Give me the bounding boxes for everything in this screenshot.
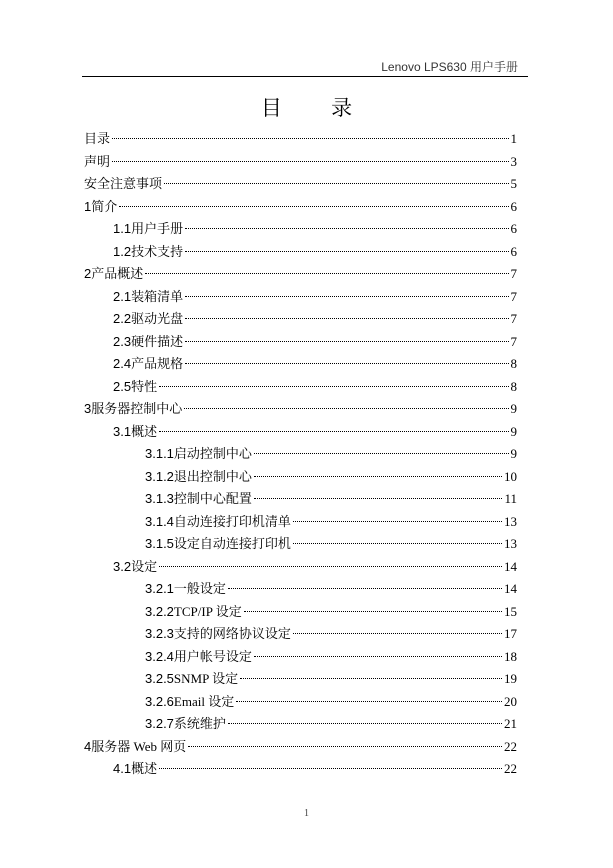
toc-entry-number: 1.2 — [113, 243, 132, 259]
toc-entry-title: 产品概述 — [91, 266, 144, 281]
toc-entry-page: 14 — [504, 581, 517, 596]
toc-entry-page: 17 — [504, 626, 517, 641]
toc-entry-page: 5 — [510, 176, 517, 191]
toc-entry-title: 控制中心配置 — [173, 491, 252, 506]
toc-entry-number: 4 — [84, 738, 92, 754]
toc-dot-leader — [244, 611, 502, 612]
toc-entry-page: 7 — [510, 311, 517, 326]
toc-entry-number: 3.2.2 — [145, 603, 174, 619]
toc-entry-number: 2.4 — [113, 356, 132, 371]
toc-dot-leader — [254, 453, 509, 454]
toc-entry[interactable] — [84, 331, 517, 354]
toc-entry-number: 1.1 — [113, 221, 132, 236]
toc-entry-title: 服务器 Web 网页 — [91, 738, 187, 754]
toc-entry-page: 8 — [510, 378, 517, 394]
toc-entry[interactable] — [84, 466, 517, 489]
table-of-contents — [84, 128, 517, 781]
toc-entry[interactable] — [84, 691, 517, 714]
toc-entry-number: 2.1 — [113, 288, 132, 304]
toc-entry-title: 用户手册 — [131, 221, 184, 236]
toc-dot-leader — [159, 431, 508, 432]
toc-dot-leader — [159, 768, 502, 769]
toc-dot-leader — [254, 498, 503, 499]
header-title: Lenovo LPS630 用户手册 — [381, 60, 518, 74]
toc-dot-leader — [185, 251, 508, 252]
toc-entry-number: 2 — [84, 266, 92, 281]
toc-entry[interactable] — [84, 241, 517, 264]
header-divider — [82, 76, 528, 77]
toc-dot-leader — [185, 341, 508, 342]
toc-entry-page: 11 — [504, 491, 517, 506]
toc-dot-leader — [185, 228, 508, 229]
toc-entry-page: 6 — [510, 221, 517, 236]
toc-entry-title: 驱动光盘 — [131, 311, 184, 326]
toc-entry-page: 7 — [510, 288, 517, 304]
toc-entry-page: 6 — [510, 198, 517, 214]
toc-entry-page: 13 — [504, 513, 517, 529]
toc-entry[interactable] — [84, 443, 517, 466]
toc-entry-page: 3 — [510, 153, 517, 169]
toc-entry[interactable] — [84, 736, 517, 759]
toc-entry[interactable] — [84, 713, 517, 736]
toc-entry[interactable] — [84, 556, 517, 579]
toc-entry[interactable] — [84, 196, 517, 219]
toc-entry-number: 4.1 — [113, 761, 132, 776]
toc-entry[interactable] — [84, 601, 517, 624]
toc-dot-leader — [254, 476, 502, 477]
toc-entry[interactable] — [84, 151, 517, 174]
toc-entry-title: 产品规格 — [131, 356, 184, 371]
toc-entry-title: 目录 — [84, 131, 111, 146]
toc-entry-page: 9 — [510, 401, 517, 416]
toc-entry[interactable] — [84, 376, 517, 399]
toc-dot-leader — [185, 363, 508, 364]
toc-entry-number: 2.3 — [113, 333, 132, 349]
toc-entry-title: 特性 — [131, 378, 158, 394]
toc-dot-leader — [236, 701, 502, 702]
toc-entry[interactable] — [84, 128, 517, 151]
toc-dot-leader — [185, 296, 508, 297]
toc-entry-page: 7 — [510, 266, 517, 281]
toc-dot-leader — [293, 633, 502, 634]
toc-entry[interactable] — [84, 218, 517, 241]
toc-entry[interactable] — [84, 758, 517, 781]
toc-dot-leader — [184, 408, 508, 409]
toc-dot-leader — [254, 656, 502, 657]
toc-entry-page: 7 — [510, 333, 517, 349]
toc-entry[interactable] — [84, 353, 517, 376]
toc-entry-page: 8 — [510, 356, 517, 371]
toc-entry[interactable] — [84, 646, 517, 669]
toc-entry-page: 22 — [504, 738, 517, 754]
toc-dot-leader — [188, 746, 502, 747]
toc-entry-title: Email 设定 — [173, 693, 235, 709]
toc-entry-page: 1 — [510, 131, 517, 146]
toc-dot-leader — [228, 588, 502, 589]
toc-dot-leader — [112, 161, 508, 162]
toc-entry-title: SNMP 设定 — [173, 671, 239, 686]
toc-dot-leader — [159, 386, 508, 387]
toc-entry-page: 22 — [504, 761, 517, 776]
toc-entry-title: 安全注意事项 — [84, 176, 163, 191]
toc-entry-number: 3.1.1 — [145, 446, 174, 461]
toc-entry[interactable] — [84, 421, 517, 444]
toc-entry-title: 概述 — [131, 761, 158, 776]
toc-entry-number: 3.1.4 — [145, 513, 174, 529]
toc-entry-title: 硬件描述 — [131, 333, 184, 349]
toc-entry-title: 设定自动连接打印机 — [173, 536, 291, 551]
toc-dot-leader — [159, 566, 502, 567]
toc-entry-title: 一般设定 — [173, 581, 226, 596]
toc-entry-number: 3.1 — [113, 423, 132, 439]
toc-entry-number: 3.2.1 — [145, 581, 174, 596]
toc-dot-leader — [145, 273, 508, 274]
toc-entry-page: 18 — [504, 648, 517, 664]
toc-entry[interactable] — [84, 623, 517, 646]
toc-entry-page: 10 — [504, 468, 517, 484]
toc-entry-title: 服务器控制中心 — [91, 401, 183, 416]
toc-entry-title: 退出控制中心 — [173, 468, 252, 484]
toc-entry-title: 启动控制中心 — [173, 446, 252, 461]
toc-dot-leader — [112, 138, 508, 139]
toc-entry-page: 14 — [504, 558, 517, 574]
toc-entry-title: 概述 — [131, 423, 158, 439]
toc-entry-number: 3.2.6 — [145, 693, 174, 709]
toc-entry-page: 15 — [504, 603, 517, 619]
toc-entry[interactable] — [84, 263, 517, 286]
toc-entry-title: 用户帐号设定 — [173, 648, 252, 664]
toc-entry-title: 系统维护 — [173, 716, 226, 731]
toc-entry-page: 20 — [504, 693, 517, 709]
toc-entry-number: 2.2 — [113, 311, 132, 326]
toc-entry-number: 1 — [84, 198, 92, 214]
toc-entry[interactable] — [84, 173, 517, 196]
toc-entry-title: 自动连接打印机清单 — [173, 513, 291, 529]
toc-entry-number: 3.1.5 — [145, 536, 174, 551]
toc-dot-leader — [185, 318, 508, 319]
toc-entry[interactable] — [84, 488, 517, 511]
toc-entry-number: 3.2.3 — [145, 626, 174, 641]
toc-entry-title: 支持的网络协议设定 — [173, 626, 291, 641]
toc-entry[interactable] — [84, 668, 517, 691]
toc-entry-number: 2.5 — [113, 378, 132, 394]
toc-entry-number: 3.2.5 — [145, 671, 174, 686]
toc-entry-number: 3.2.4 — [145, 648, 174, 664]
toc-entry-title: 技术支持 — [131, 243, 184, 259]
toc-entry-page: 21 — [504, 716, 517, 731]
toc-entry[interactable] — [84, 308, 517, 331]
toc-entry[interactable] — [84, 398, 517, 421]
toc-heading: 目 录 — [260, 96, 375, 120]
toc-entry-page: 9 — [510, 446, 517, 461]
toc-entry-title: TCP/IP 设定 — [173, 603, 242, 619]
toc-entry-number: 3.1.2 — [145, 468, 174, 484]
toc-entry-number: 3.2.7 — [145, 716, 174, 731]
toc-entry-number: 3.2 — [113, 558, 132, 574]
toc-entry[interactable] — [84, 578, 517, 601]
toc-entry[interactable] — [84, 286, 517, 309]
toc-dot-leader — [293, 543, 502, 544]
toc-dot-leader — [164, 183, 508, 184]
page-number: 1 — [304, 808, 309, 819]
toc-entry-page: 9 — [510, 423, 517, 439]
toc-entry-page: 19 — [504, 671, 517, 686]
toc-entry[interactable] — [84, 511, 517, 534]
toc-dot-leader — [240, 678, 502, 679]
toc-entry[interactable] — [84, 533, 517, 556]
toc-dot-leader — [293, 521, 502, 522]
toc-entry-title: 声明 — [84, 153, 111, 169]
toc-dot-leader — [228, 723, 502, 724]
toc-entry-number: 3 — [84, 401, 92, 416]
toc-entry-title: 简介 — [91, 198, 118, 214]
toc-entry-number: 3.1.3 — [145, 491, 174, 506]
toc-entry-page: 6 — [510, 243, 517, 259]
toc-dot-leader — [119, 206, 508, 207]
toc-entry-page: 13 — [504, 536, 517, 551]
toc-entry-title: 装箱清单 — [131, 288, 184, 304]
toc-entry-title: 设定 — [131, 558, 158, 574]
